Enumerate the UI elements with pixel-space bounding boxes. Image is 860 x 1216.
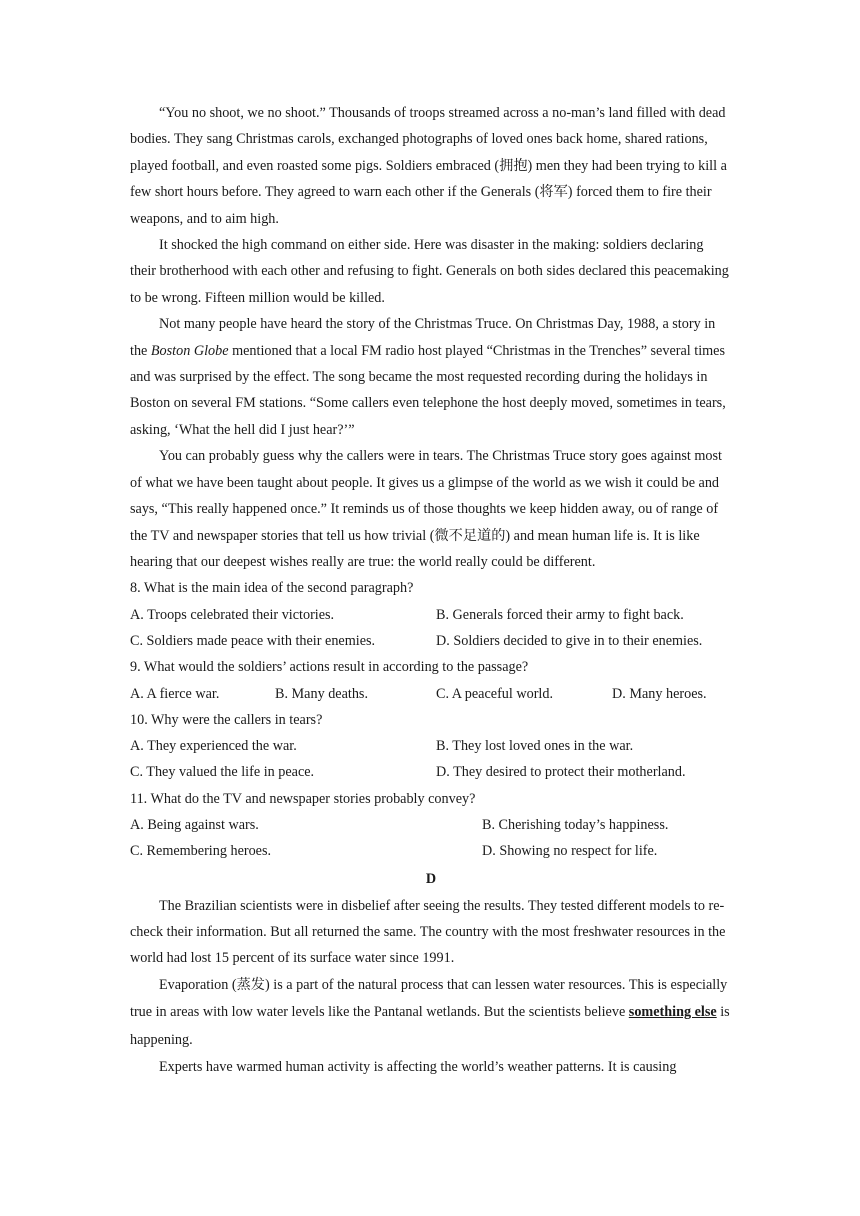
question-11-options-2	[130, 838, 732, 864]
document-page	[130, 100, 732, 1081]
option-a: A. Troops celebrated their victories.	[130, 606, 335, 623]
passage-c-paragraph-4: You can probably guess why the callers were in tears. The Christmas Truce story goes against most of what we have been taught about people. It gives us a glimpse of the world as we wish it could be and says, “This really happened once.” It reminds us of those thoughts we keep hidden away, ou of range of the TV and newspaper stories that tell us how trivial (微不足道的) and mean human life is. It is like hearing that our deepest wishes really are true: the world really could be different.	[130, 448, 722, 570]
option-a: A. Being against wars.	[130, 816, 259, 833]
question-11-stem: 11. What do the TV and newspaper stories probably convey?	[130, 790, 476, 807]
option-d: D. Showing no respect for life.	[482, 843, 658, 860]
question-11-options	[130, 812, 732, 838]
passage-c-paragraph-3	[130, 311, 732, 443]
section-d-paragraph-2	[130, 972, 732, 1055]
option-c: C. Remembering heroes.	[130, 843, 272, 860]
question-8-options-2	[130, 628, 732, 654]
section-d-title: D	[425, 870, 437, 887]
question-10-options-2	[130, 759, 732, 785]
paragraph-2-text-end: is happening.	[130, 1004, 730, 1048]
paragraph-3-text-start: Not many people have heard the story of the Christmas Truce. On Christmas Day, 1988, a story in the	[130, 316, 716, 359]
option-b: B. Many deaths.	[275, 685, 368, 702]
option-d: D. Soldiers decided to give in to their enemies.	[436, 632, 703, 649]
underlined-phrase: something else	[628, 1004, 717, 1021]
question-8-stem: 8. What is the main idea of the second paragraph?	[130, 580, 414, 597]
option-d: D. They desired to protect their motherland.	[436, 764, 686, 781]
question-8-options	[130, 602, 732, 628]
option-c: C. A peaceful world.	[436, 685, 554, 702]
passage-c-paragraph-2: It shocked the high command on either side. Here was disaster in the making: soldiers declaring their brotherhood with each other and refusing to fight. Generals on both sides declared this peacemaking to be wrong. Fifteen million would be killed.	[130, 237, 729, 306]
section-d-paragraph-1: The Brazilian scientists were in disbelief after seeing the results. They tested different models to re-check their information. But all returned the same. The country with the most freshwater resources in the world had lost 15 percent of its surface water since 1991.	[130, 897, 726, 967]
question-9-stem: 9. What would the soldiers’ actions result in according to the passage?	[130, 659, 529, 676]
option-d: D. Many heroes.	[612, 685, 707, 702]
newspaper-name: Boston Globe	[150, 342, 229, 359]
question-10-options	[130, 733, 732, 759]
section-d-paragraph-3: Experts have warmed human activity is affecting the world’s weather patterns. It is causing	[159, 1059, 677, 1076]
option-a: A. A fierce war.	[130, 685, 220, 702]
paragraph-3-text-end: mentioned that a local FM radio host played “Christmas in the Trenches” several times and was surprised by the effect. The song became the most requested recording during the holidays in Boston on several FM stations. “Some callers even telephone the host deeply moved, sometimes in tears, asking, ‘What the hell did I just hear?’”	[130, 342, 726, 438]
question-10-stem: 10. Why were the callers in tears?	[130, 711, 323, 728]
passage-c-paragraph-1: “You no shoot, we no shoot.” Thousands of troops streamed across a no-man’s land filled with dead bodies. They sang Christmas carols, exchanged photographs of loved ones back home, shared rations, played football, and even roasted some pigs. Soldiers embraced (拥抱) men they had been trying to kill a few short hours before. They agreed to warn each other if the Generals (将军) forced them to fire their weapons, and to aim high.	[130, 105, 727, 227]
question-9-options	[130, 681, 732, 707]
option-c: C. They valued the life in peace.	[130, 764, 315, 781]
option-a: A. They experienced the war.	[130, 738, 297, 755]
option-c: C. Soldiers made peace with their enemies.	[130, 632, 376, 649]
option-b: B. They lost loved ones in the war.	[436, 738, 634, 755]
option-b: B. Generals forced their army to fight back.	[436, 606, 684, 623]
option-b: B. Cherishing today’s happiness.	[482, 816, 669, 833]
paragraph-2-text-start: Evaporation (蒸发) is a part of the natural process that can lessen water resources. This is especially true in areas with low water levels like the Pantanal wetlands. But the scientists believe	[130, 976, 728, 1021]
